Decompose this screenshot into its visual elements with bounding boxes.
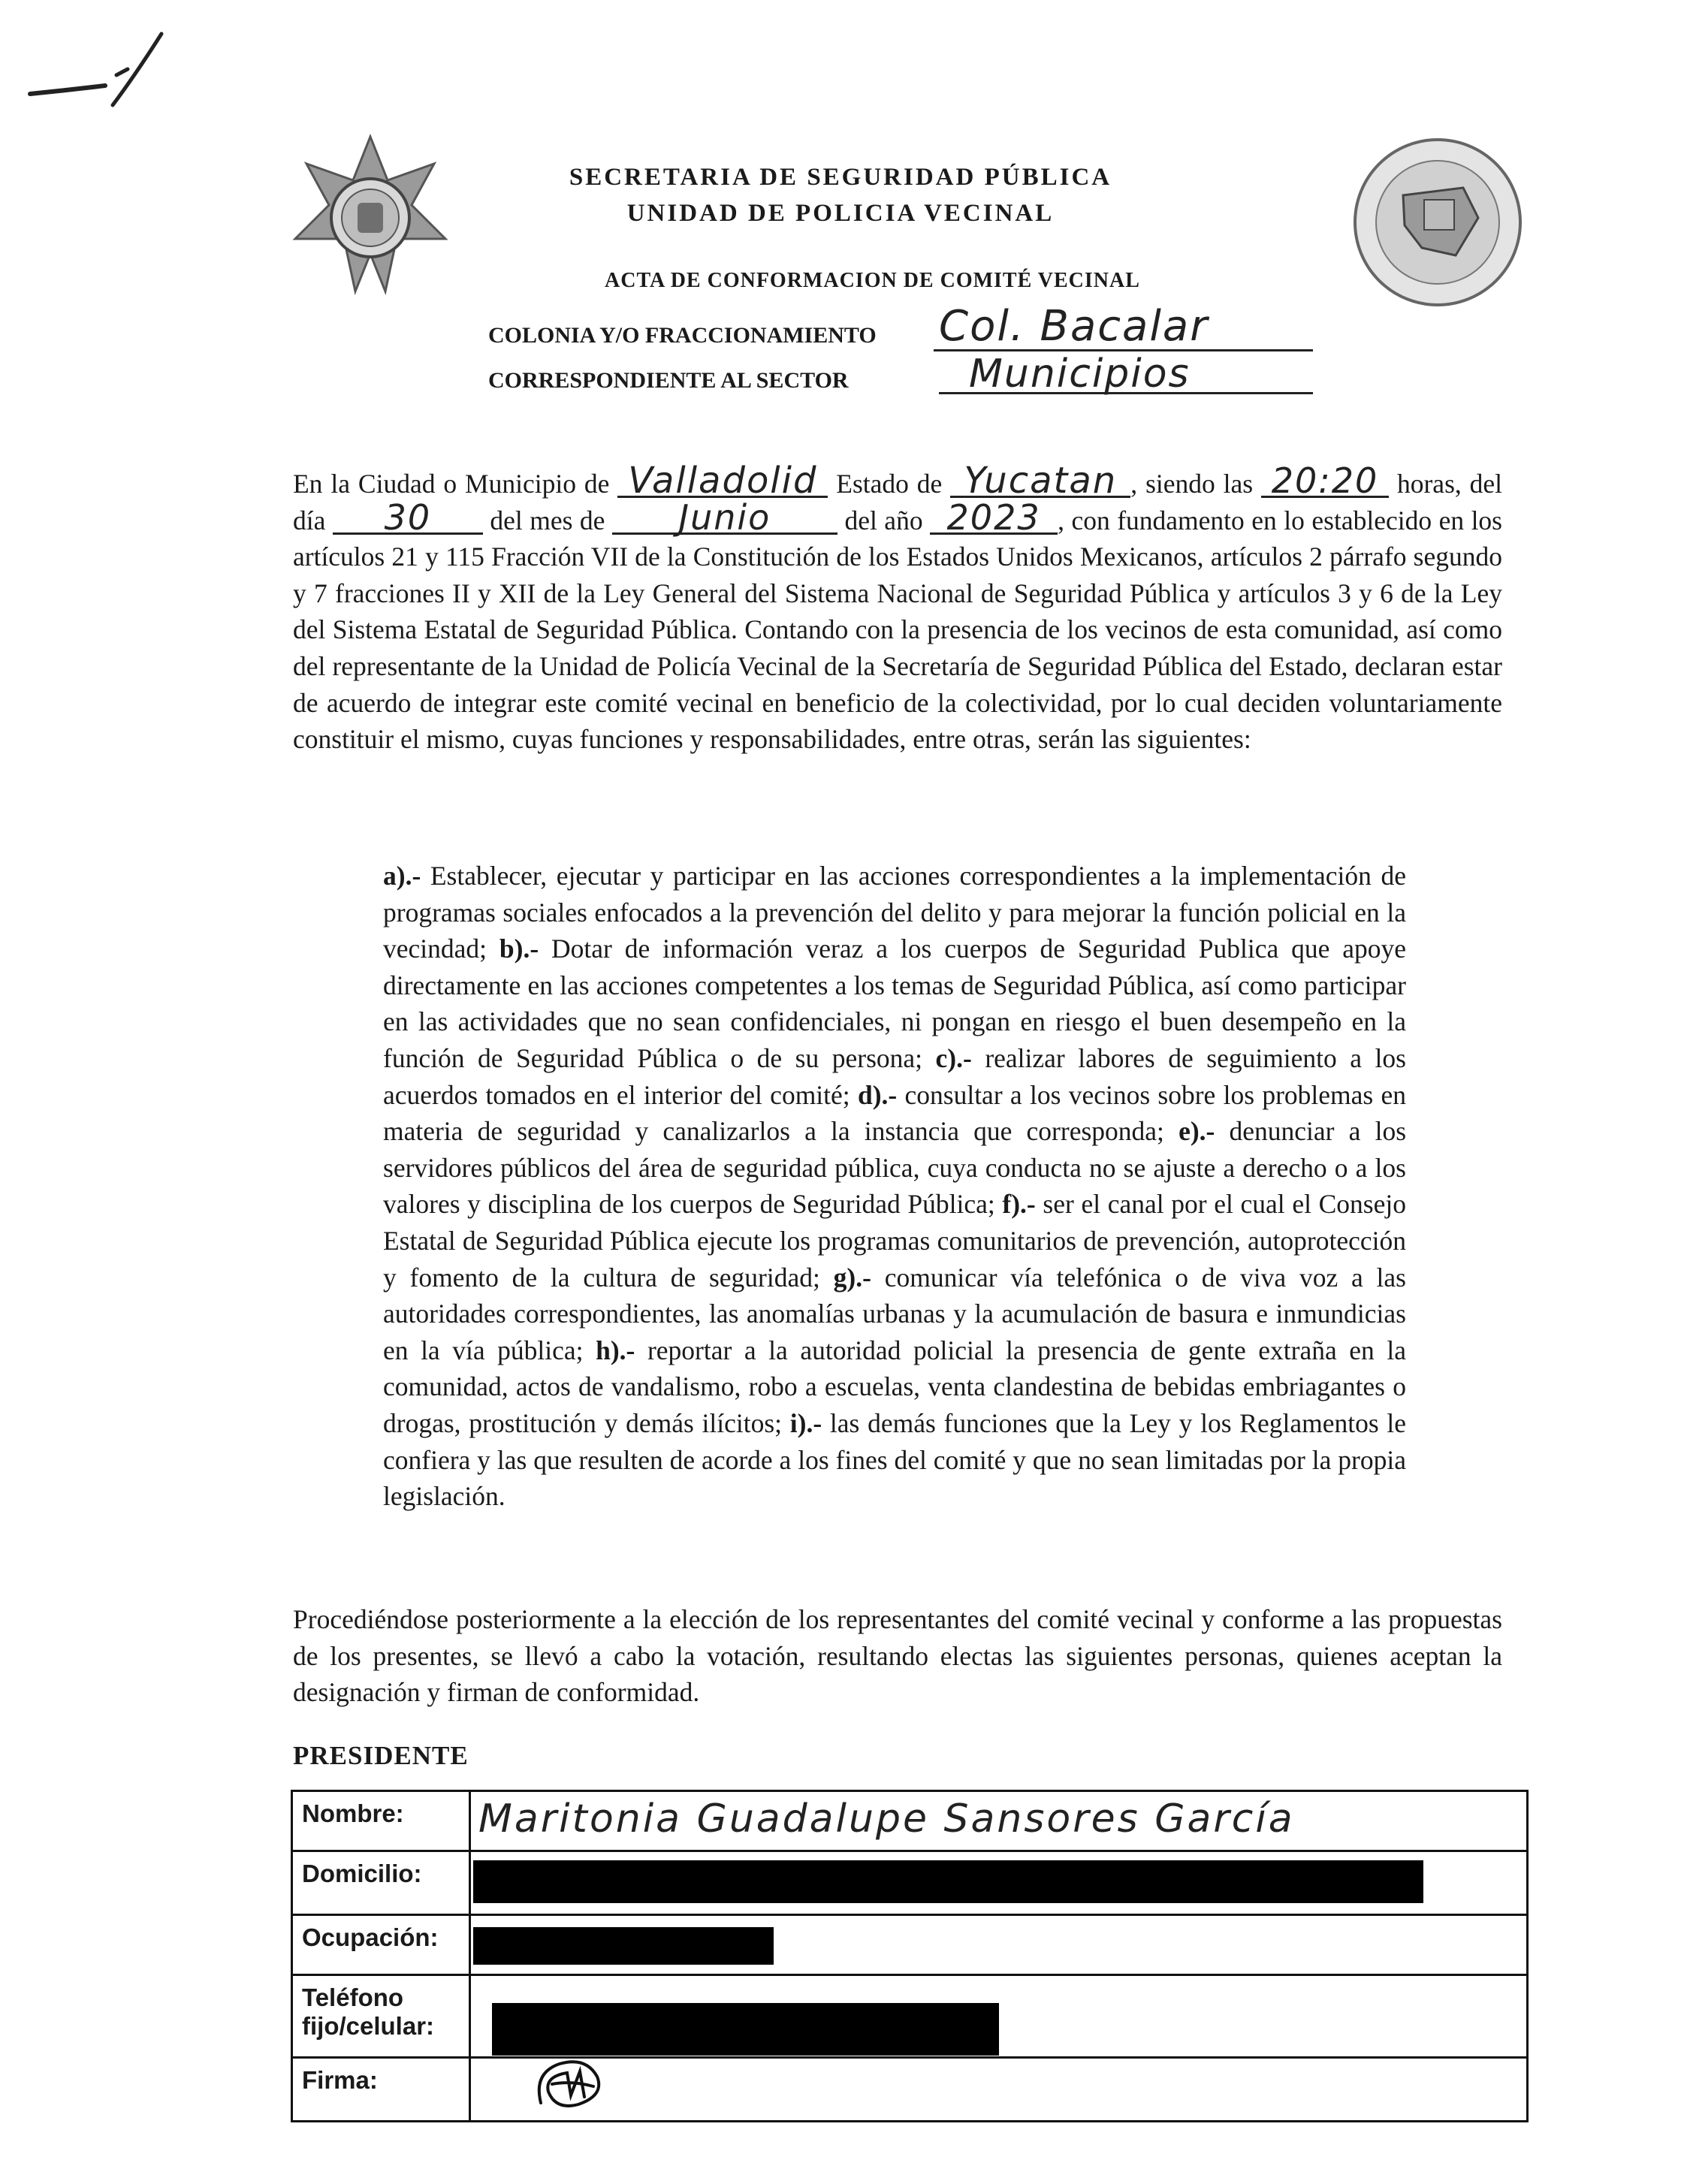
nombre-cell (470, 1791, 1528, 1851)
city-value: Valladolid (617, 466, 828, 498)
secretaria-title: SECRETARIA DE SEGURIDAD PÚBLICA (569, 164, 1112, 191)
signature (526, 2050, 616, 2118)
nombre-label: Nombre: (292, 1791, 470, 1851)
firma-label: Firma: (292, 2058, 470, 2122)
domicilio-label: Domicilio: (292, 1851, 470, 1915)
colonia-label: COLONIA Y/O FRACCIONAMIENTO (488, 323, 877, 348)
domicilio-redaction (473, 1860, 1423, 1903)
functions-paragraph: a).- Establecer, ejecutar y participar en las acciones correspondientes a la implementación de programas sociales enfocados a la prevención del delito y para mejorar la función policial en la vecindad; b).- Dotar de información veraz a los cuerpos de Seguridad Publica que apoye directamente en las acciones competentes a los temas de Seguridad Pública, así como participar en las actividades que no sean confidenciales, ni pongan en riesgo el buen desempeño en la función de Seguridad Pública o de su persona; c).- realizar labores de seguimiento a los acuerdos tomados en el interior del comité; d).- consultar a los vecinos sobre los problemas en materia de seguridad y canalizarlos a la instancia que corresponda; e).- denunciar a los servidores públicos del área de seguridad pública, cuya conducta no se ajuste a derecho o a los valores y disciplina de los cuerpos de Seguridad Pública; f).- ser el canal por el cual el Consejo Estatal de Seguridad Pública ejecute los programas comunitarios de prevención, autoprotección y fomento de la cultura de seguridad; g).- comunicar vía telefónica o de viva voz a las autoridades correspondientes, las anomalías urbanas y la acumulación de basura e inmundicias en la vía pública; h).- reportar a la autoridad policial la presencia de gente extraña en la comunidad, actos de vandalismo, robo a escuelas, venta clandestina de bebidas embriagantes o drogas, prostitución y demás ilícitos; i).- las demás funciones que la Ley y los Reglamentos le confiera y las que resulten de acorde a los fines del comité y que no sean limitadas por la propia legislación. (383, 861, 1407, 1512)
pen-mark (23, 23, 188, 113)
state-value: Yucatan (950, 466, 1130, 498)
month-value: Junio (612, 502, 837, 535)
firma-cell (470, 2058, 1528, 2122)
ocupacion-redaction (473, 1927, 774, 1965)
telefono-redaction (492, 2003, 999, 2056)
sector-label: CORRESPONDIENTE AL SECTOR (488, 368, 849, 393)
year-value: 2023 (930, 502, 1058, 535)
nombre-value: Maritonia Guadalupe Sansores García (478, 1796, 1295, 1842)
ocupacion-label: Ocupación: (292, 1915, 470, 1975)
unidad-title: UNIDAD DE POLICIA VECINAL (626, 200, 1055, 227)
colonia-value: Col. Bacalar (939, 302, 1209, 351)
day-value: 30 (333, 502, 483, 535)
acta-title: ACTA DE CONFORMACION DE COMITÉ VECINAL (605, 269, 1140, 292)
presidente-heading: PRESIDENTE (293, 1741, 469, 1770)
time-value: 20:20 (1261, 466, 1389, 498)
election-paragraph: Procediéndose posteriormente a la elección de los representantes del comité vecinal y conforme a las propuestas de los presentes, se llevó a cabo la votación, resultando electas las siguientes personas, quienes aceptan la designación y firman de conformidad. (293, 1604, 1502, 1708)
intro-paragraph: En la Ciudad o Municipio de Valladolid Estado de Yucatan , siendo las 20:20 horas, del día 30 del mes de Junio del año 2023 , con fundamento en lo establecido en los artículos 21 y 115 Fracción VII de la Constitución de los Estados Unidos Mexicanos, artículos 2 párrafo segundo y 7 fracciones II y XII de la Ley General del Sistema Nacional de Seguridad Pública y artículos 3 y 6 de la Ley del Sistema Estatal de Seguridad Pública. Contando con la presencia de los vecinos de esta comunidad, así como del representante de la Unidad de Policía Vecinal de la Secretaría de Seguridad Pública del Estado, declaran estar de acuerdo de integrar este comité vecinal en beneficio de la colectividad, por lo cual deciden voluntariamente constituir el mismo, cuyas funciones y responsabilidades, entre otras, serán las siguientes: (293, 460, 1503, 755)
telefono-label: Teléfono fijo/celular: (292, 1975, 470, 2058)
sector-value: Municipios (969, 351, 1191, 397)
